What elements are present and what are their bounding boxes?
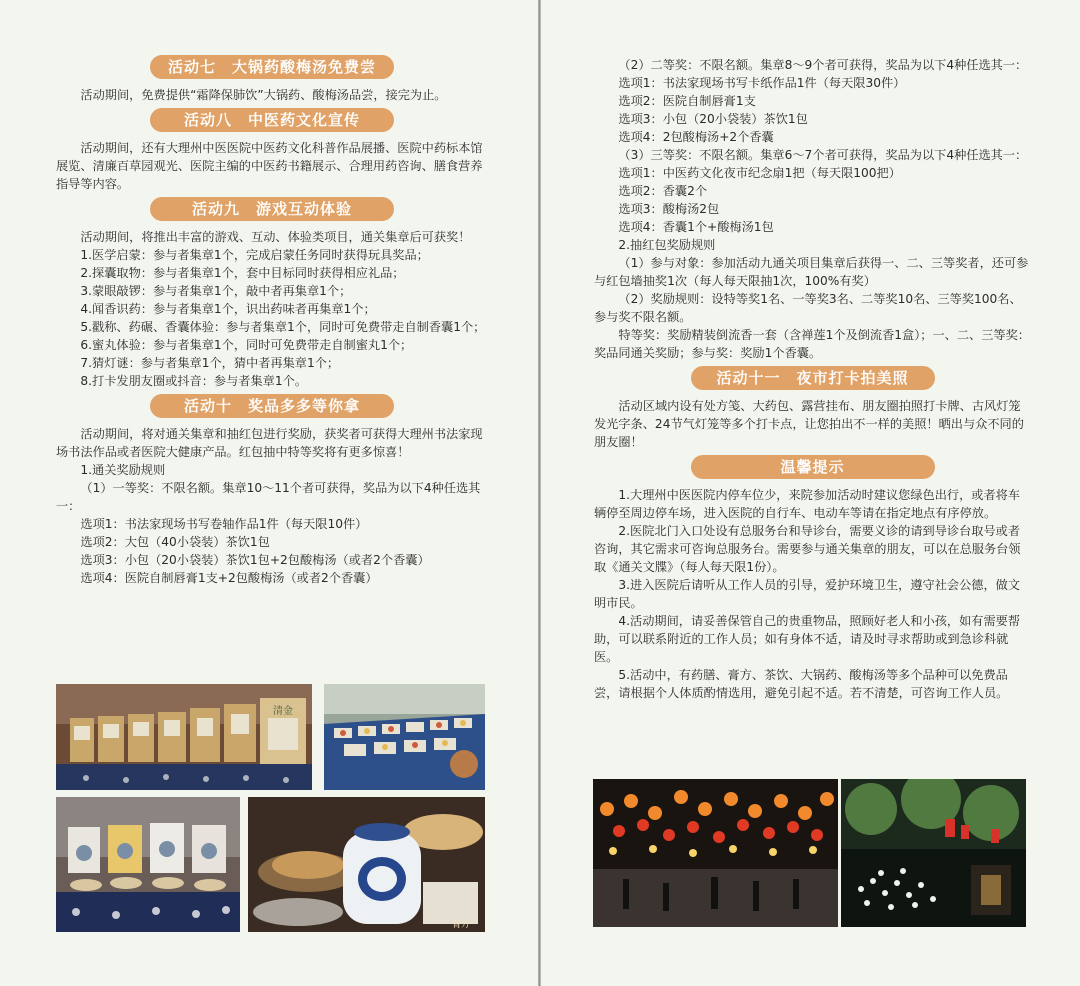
activity-9-item: 1.医学启蒙：参与者集章1个，完成启蒙任务同时获得玩具奖品；: [80, 248, 429, 262]
second-prize-option: 选项3：小包（20小袋装）茶饮1包: [618, 112, 808, 126]
tip-item: 4.活动期间，请妥善保管自己的贵重物品，照顾好老人和小孩，如有需要帮助，可以联系附近的工作人员；如有身体不适，请及时寻求帮助或到急诊科就医。: [594, 614, 1021, 664]
red-packet-rule-participants: （1）参与对象：参加活动九通关项目集章后获得一、二、三等奖者，还可参与红包墙抽奖1次（每人每天限抽1次，100%有奖）: [594, 256, 1029, 288]
tip-item: 1.大理州中医医院内停车位少，来院参加活动时建议您绿色出行，或者将车辆停至周边停车场，进入医院的自行车、电动车等请在指定地点有序停放。: [594, 488, 1021, 520]
activity-7-text: 活动期间，免费提供“霜降保肺饮”大锅药、酸梅汤品尝，接完为止。: [80, 88, 447, 102]
activity-11-text: 活动区域内设有处方笺、大药包、露营挂布、朋友圈拍照打卡牌、古风灯笼发光字条、24节气灯笼等多个打卡点，让您拍出不一样的美照！晒出与众不同的朋友圈！: [594, 399, 1024, 449]
second-prize-option: 选项4：2包酸梅汤+2个香囊: [618, 130, 774, 144]
activity-8-banner: 活动八 中医药文化宣传: [150, 108, 394, 132]
activity-9-item: 2.探囊取物：参与者集章1个，套中目标同时获得相应礼品；: [80, 266, 405, 280]
third-prize-option: 选项2：香囊2个: [618, 184, 708, 198]
red-packet-rule-details: 特等奖：奖励精装倒流香一套（含禅莲1个及倒流香1盒）；一、二、三等奖：奖品同通关奖励；参与奖：奖励1个香囊。: [594, 328, 1030, 360]
third-prize-text: （3）三等奖：不限名额。集章6～7个者可获得，奖品为以下4种任选其一：: [618, 148, 1028, 162]
left-column: [56, 55, 488, 587]
activity-8-text: 活动期间，还有大理州中医医院中医药文化科普作品展播、医院中药标本馆展览、清廉百草园观光、医院主编的中医药书籍展示、合理用药咨询、膳食营养指导等内容。: [56, 141, 483, 191]
tips-banner: 温馨提示: [691, 455, 935, 479]
first-prize-option: 选项2：大包（40小袋装）茶饮1包: [80, 535, 270, 549]
activity-10-text: 活动期间，将对通关集章和抽红包进行奖励，获奖者可获得大理州书法家现场书法作品或者医院大健康产品。红包抽中特等奖将有更多惊喜！: [56, 427, 483, 459]
third-prize-option: 选项4：香囊1个+酸梅汤1包: [618, 220, 774, 234]
activity-9-item: 3.蒙眼敲锣：参与者集章1个，敲中者再集章1个；: [80, 284, 352, 298]
activity-11-banner: 活动十一 夜市打卡拍美照: [691, 366, 935, 390]
third-prize-option: 选项1：中医药文化夜市纪念扇1把（每天限100把）: [618, 166, 901, 180]
herbal-paste-photo: [248, 797, 485, 932]
activity-9-item: 6.蜜丸体验：参与者集章1个，同时可免费带走自制蜜丸1个；: [80, 338, 413, 352]
activity-9-item: 5.戳称、药碾、香囊体验：参与者集章1个，同时可免费带走自制香囊1个；: [80, 320, 486, 334]
first-prize-option: 选项1：书法家现场书写卷轴作品1件（每天限10件）: [80, 517, 368, 531]
activity-10-banner: 活动十 奖品多多等你拿: [150, 394, 394, 418]
activity-7-banner: 活动七 大锅药酸梅汤免费尝: [150, 55, 394, 79]
activity-9-item: 4.闻香识药：参与者集章1个，识出药味者再集章1个；: [80, 302, 376, 316]
third-prize-option: 选项3：酸梅汤2包: [618, 202, 720, 216]
activity-9-text: 活动期间，将推出丰富的游戏、互动、体验类项目，通关集章后可获奖！: [80, 230, 471, 244]
activity-9-item: 8.打卡发朋友圈或抖音：参与者集章1个。: [80, 374, 307, 388]
activity-9-banner: 活动九 游戏互动体验: [150, 197, 394, 221]
first-prize-text: （1）一等奖：不限名额。集章10～11个者可获得，奖品为以下4种任选其一：: [56, 481, 481, 513]
second-prize-text: （2）二等奖：不限名额。集章8～9个者可获得，奖品为以下4种任选其一：: [618, 58, 1028, 72]
night-market-lanterns-photo: [593, 779, 838, 927]
left-page: [0, 0, 538, 986]
right-page: [541, 0, 1080, 986]
red-packet-rule-heading: 2.抽红包奖励规则: [618, 238, 716, 252]
lit-garden-photo: [841, 779, 1026, 927]
herbal-sachets-photo: [56, 797, 240, 932]
package-label: 清金: [273, 706, 293, 717]
jar-label: 膏方: [451, 920, 470, 930]
tip-item: 2.医院北门入口处设有总服务台和导诊台，需要义诊的请到导诊台取号或者咨询，其它需求可咨询总服务台。需要参与通关集章的朋友，可以在总服务台领取《通关文牒》（每人每天限1份）。: [594, 524, 1021, 574]
tip-item: 3.进入医院后请听从工作人员的引导，爱护环境卫生，遵守社会公德，做文明市民。: [594, 578, 1021, 610]
right-column: [594, 56, 1031, 702]
second-prize-option: 选项1：书法家现场书写卡纸作品1件（每天限30件）: [618, 76, 906, 90]
tip-item: 5.活动中，有药膳、膏方、茶饮、大锅药、酸梅汤等多个品种可以免费品尝，请根据个人体质酌情选用，避免引起不适。若不清楚，可咨询工作人员。: [594, 668, 1009, 700]
first-prize-option: 选项3：小包（20小袋装）茶饮1包+2包酸梅汤（或者2个香囊）: [80, 553, 430, 567]
red-packet-rule-prizes: （2）奖励规则：设特等奖1名、一等奖3名、二等奖10名、三等奖100名、参与奖不限名额。: [594, 292, 1022, 324]
first-prize-option: 选项4：医院自制唇膏1支+2包酸梅汤（或者2个香囊）: [80, 571, 378, 585]
food-stall-photo: [324, 684, 485, 790]
activity-9-item: 7.猜灯谜：参与者集章1个，猜中者再集章1个；: [80, 356, 340, 370]
tea-packages-photo: [56, 684, 312, 790]
reward-rule-heading: 1.通关奖励规则: [80, 463, 166, 477]
second-prize-option: 选项2：医院自制唇膏1支: [618, 94, 756, 108]
